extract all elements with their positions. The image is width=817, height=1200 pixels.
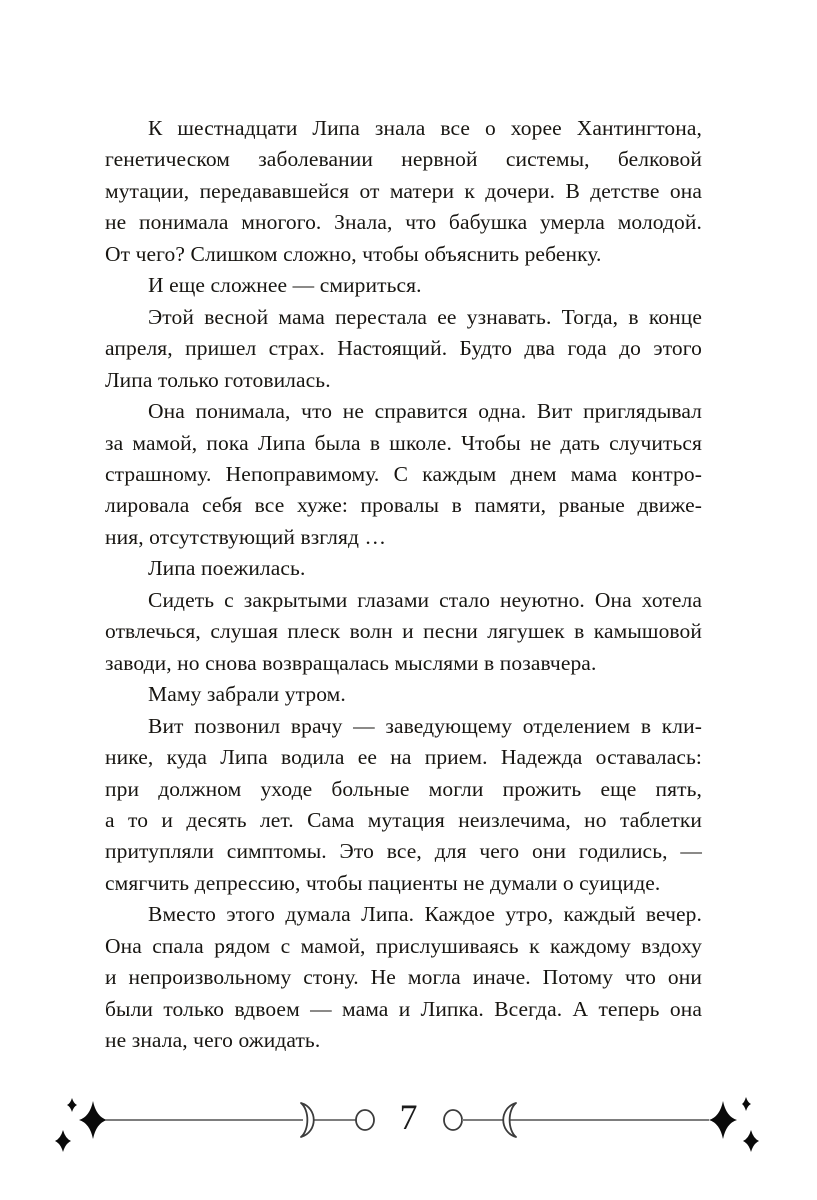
text-line: От чего? Слишком сложно, чтобы объяснить ребенку. bbox=[105, 241, 602, 266]
page-footer bbox=[0, 1080, 817, 1190]
text-line: Этой весной мама перестала ее узнавать. Тогда, в конце bbox=[148, 304, 702, 329]
text-line: Вит позвонил врачу — заведующему отделением в кли- bbox=[148, 713, 702, 738]
text-line: Липа поежилась. bbox=[148, 556, 306, 581]
text-line: страшному. Непоправимому. С каждым днем мама контро- bbox=[105, 461, 702, 486]
text-line: генетическом заболевании нервной системы, белковой bbox=[105, 147, 702, 172]
text-line: апреля, пришел страх. Настоящий. Будто два года до этого bbox=[105, 336, 702, 361]
text-line: были только вдвоем — мама и Липка. Всегда. А теперь она bbox=[105, 996, 702, 1021]
text-line: ния, отсутствующий взгляд … bbox=[105, 524, 387, 549]
text-line: Она спала рядом с мамой, прислушиваясь к каждому вздоху bbox=[105, 933, 702, 958]
text-line: Она понимала, что не справится одна. Вит приглядывал bbox=[148, 399, 702, 424]
text-line: смягчить депрессию, чтобы пациенты не думали о суициде. bbox=[105, 870, 661, 895]
text-line: И еще сложнее — смириться. bbox=[148, 273, 422, 298]
text-line: за мамой, пока Липа была в школе. Чтобы не дать случиться bbox=[105, 430, 702, 455]
text-line: не понимала многого. Знала, что бабушка умерла молодой. bbox=[105, 210, 702, 235]
text-line: а то и десять лет. Сама мутация неизлечима, но таблетки bbox=[105, 807, 702, 832]
text-line: Вместо этого думала Липа. Каждое утро, каждый вечер. bbox=[148, 902, 702, 927]
text-line: отвлечься, слушая плеск волн и песни лягушек в камышовой bbox=[105, 619, 702, 644]
text-line: К шестнадцати Липа знала все о хорее Хантингтона, bbox=[148, 116, 702, 140]
text-line: лировала себя все хуже: провалы в памяти, рваные движе- bbox=[105, 493, 702, 518]
text-line: Сидеть с закрытыми глазами стало неуютно. Она хотела bbox=[148, 587, 702, 612]
text-line: Липа только готовилась. bbox=[105, 367, 331, 392]
text-block bbox=[105, 113, 702, 1057]
text-line: и непроизвольному стону. Не могла иначе. Потому что они bbox=[105, 965, 702, 990]
text-line: заводи, но снова возвращалась мыслями в позавчера. bbox=[105, 650, 597, 675]
page-number: 7 bbox=[399, 1097, 418, 1137]
text-line: не знала, чего ожидать. bbox=[105, 1028, 321, 1053]
text-line: Маму забрали утром. bbox=[148, 682, 346, 707]
text-line: при должном уходе больные могли прожить еще пять, bbox=[105, 776, 702, 801]
text-line: притупляли симптомы. Это все, для чего они годились, — bbox=[105, 839, 702, 864]
text-line: мутации, передававшейся от матери к дочери. В детстве она bbox=[105, 178, 702, 203]
text-line: нике, куда Липа водила ее на прием. Надежда оставалась: bbox=[105, 745, 702, 770]
